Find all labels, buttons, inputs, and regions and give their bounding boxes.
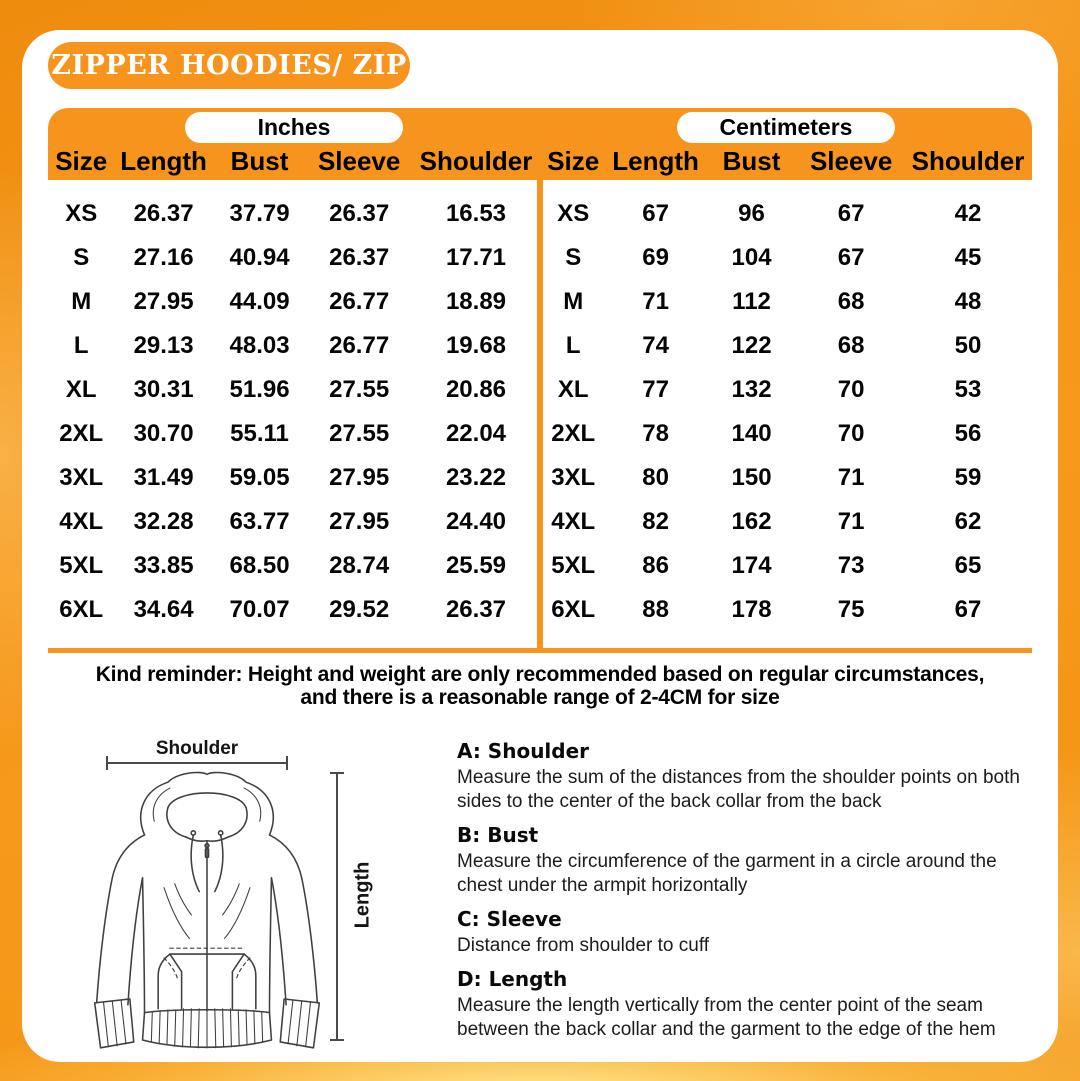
kind-reminder	[22, 663, 1058, 709]
table-cell: 132	[731, 376, 772, 403]
table-cell: 75	[837, 596, 865, 623]
table-cell: 68	[837, 288, 865, 315]
table-cell: 53	[954, 376, 982, 403]
table-cell: 140	[731, 420, 772, 447]
table-cell: 24.40	[445, 508, 507, 535]
table-row	[48, 236, 540, 280]
table-cell: 68	[837, 332, 865, 359]
table-cell: 71	[642, 288, 669, 315]
table-cell: 2XL	[551, 420, 596, 447]
table-cell: 33.85	[133, 552, 194, 579]
size-chart-card	[22, 30, 1058, 1062]
table-cell: 71	[837, 464, 865, 491]
inches-column-headers	[48, 142, 540, 180]
inches-table-body	[48, 180, 540, 632]
table-row	[48, 368, 540, 412]
table-cell: 6XL	[59, 596, 104, 623]
table-cell: 178	[731, 596, 772, 623]
table-cell: 26.37	[329, 244, 390, 271]
table-cell: 80	[642, 464, 669, 491]
guide-body: Measure the length vertically from the center point of the seam between the back collar and the garment to the edge of the hem	[457, 995, 996, 1040]
table-cell: 27.55	[329, 420, 390, 447]
table-row	[540, 412, 1032, 456]
table-cell: 17.71	[445, 244, 507, 271]
column-header-sleeve: Sleeve	[317, 145, 401, 176]
table-cell: 26.77	[329, 332, 390, 359]
table-cell: 51.96	[229, 376, 290, 403]
centimeters-table	[540, 108, 1032, 648]
table-cell: 67	[837, 200, 865, 227]
table-row	[540, 280, 1032, 324]
table-cell: 4XL	[551, 508, 596, 535]
column-header-size: Size	[55, 145, 108, 176]
table-cell: 63.77	[229, 508, 290, 535]
table-row	[540, 368, 1032, 412]
guide-heading: B: Bust	[457, 823, 539, 847]
table-row	[48, 500, 540, 544]
table-cell: 71	[837, 508, 865, 535]
table-row	[48, 456, 540, 500]
guide-item-length	[457, 966, 1032, 1042]
table-cell: M	[563, 288, 584, 315]
hoodie-line-drawing	[82, 768, 332, 1062]
table-cell: 82	[642, 508, 669, 535]
table-cell: 3XL	[59, 464, 104, 491]
table-cell: 23.22	[445, 464, 507, 491]
table-cell: 67	[954, 596, 982, 623]
table-cell: 27.95	[329, 508, 390, 535]
length-measure-line	[330, 772, 344, 1041]
guide-body: Distance from shoulder to cuff	[457, 935, 710, 956]
table-cell: 88	[642, 596, 669, 623]
table-cell: 31.49	[133, 464, 194, 491]
table-cell: XS	[557, 200, 590, 227]
table-cell: 174	[731, 552, 772, 579]
table-cell: 32.28	[133, 508, 194, 535]
table-cell: L	[565, 332, 581, 359]
table-cell: 59.05	[229, 464, 290, 491]
table-row	[48, 544, 540, 588]
centimeters-table-body	[540, 180, 1032, 632]
table-cell: 26.37	[133, 200, 194, 227]
table-row	[48, 588, 540, 632]
table-row	[540, 544, 1032, 588]
table-cell: 5XL	[59, 552, 104, 579]
table-cell: 19.68	[445, 332, 507, 359]
guide-heading: A: Shoulder	[457, 739, 590, 763]
table-cell: 3XL	[551, 464, 596, 491]
kind-reminder-line2: and there is a reasonable range of 2-4CM for size	[300, 686, 780, 709]
table-cell: 18.89	[445, 288, 507, 315]
table-cell: 70.07	[229, 596, 290, 623]
table-cell: 74	[642, 332, 669, 359]
table-cell: 96	[738, 200, 765, 227]
column-header-length: Length	[120, 145, 207, 176]
column-header-shoulder: Shoulder	[911, 145, 1025, 176]
centimeters-column-headers	[540, 142, 1032, 180]
table-cell: 34.64	[133, 596, 194, 623]
table-row	[540, 236, 1032, 280]
table-cell: 56	[954, 420, 982, 447]
size-chart	[48, 108, 1032, 648]
column-header-sleeve: Sleeve	[809, 145, 893, 176]
guide-heading: D: Length	[457, 967, 568, 991]
hoodie-measurement-diagram	[82, 730, 422, 1052]
column-header-bust: Bust	[230, 145, 289, 176]
table-cell: 48.03	[229, 332, 290, 359]
table-cell: 45	[954, 244, 982, 271]
table-cell: 65	[954, 552, 982, 579]
table-cell: L	[73, 332, 89, 359]
table-cell: 40.94	[229, 244, 290, 271]
column-header-size: Size	[547, 145, 600, 176]
table-cell: 29.52	[329, 596, 390, 623]
table-cell: 77	[642, 376, 669, 403]
table-cell: 4XL	[59, 508, 104, 535]
table-cell: 28.74	[329, 552, 390, 579]
shoulder-measure-label: Shoulder	[155, 738, 239, 759]
table-cell: 6XL	[551, 596, 596, 623]
centimeters-unit-pill: Centimeters	[677, 112, 895, 143]
table-cell: 78	[642, 420, 669, 447]
table-cell: S	[73, 244, 90, 271]
table-cell: 86	[642, 552, 669, 579]
page-title: ZIPPER HOODIES/ ZIP	[51, 50, 407, 81]
table-vertical-divider	[537, 180, 543, 648]
column-header-length: Length	[612, 145, 699, 176]
inches-table	[48, 108, 540, 648]
table-row	[540, 192, 1032, 236]
table-cell: 27.55	[329, 376, 390, 403]
table-row	[540, 588, 1032, 632]
table-cell: M	[71, 288, 92, 315]
table-cell: 122	[731, 332, 772, 359]
table-cell: 30.70	[133, 420, 194, 447]
measuring-guide	[457, 730, 1032, 1042]
title-badge	[48, 42, 410, 89]
table-cell: 55.11	[230, 420, 289, 447]
table-cell: 2XL	[59, 420, 104, 447]
inches-unit-pill: Inches	[185, 112, 403, 143]
table-cell: 27.95	[133, 288, 194, 315]
guide-body: Measure the sum of the distances from the shoulder points on both sides to the center of the back collar from the back	[457, 767, 1020, 812]
table-cell: 50	[954, 332, 982, 359]
table-cell: 26.37	[445, 596, 507, 623]
length-measure-label: Length	[351, 861, 374, 929]
table-cell: 22.04	[445, 420, 507, 447]
table-cell: 67	[642, 200, 669, 227]
table-row	[48, 192, 540, 236]
table-cell: 44.09	[229, 288, 290, 315]
table-row	[540, 324, 1032, 368]
guide-item-bust	[457, 822, 1032, 898]
table-cell: XS	[65, 200, 98, 227]
table-cell: 70	[837, 420, 865, 447]
table-cell: XL	[557, 376, 589, 403]
table-cell: 37.79	[229, 200, 290, 227]
table-row	[48, 324, 540, 368]
guide-heading: C: Sleeve	[457, 907, 562, 931]
table-row	[48, 280, 540, 324]
table-cell: 112	[732, 288, 771, 315]
guide-item-shoulder	[457, 738, 1032, 814]
table-row	[48, 412, 540, 456]
table-cell: 42	[954, 200, 982, 227]
guide-item-sleeve	[457, 906, 1032, 958]
table-cell: XL	[65, 376, 97, 403]
column-header-bust: Bust	[722, 145, 781, 176]
table-cell: 62	[954, 508, 982, 535]
table-cell: 29.13	[133, 332, 194, 359]
table-cell: 68.50	[229, 552, 290, 579]
table-cell: 27.16	[133, 244, 194, 271]
table-cell: 27.95	[329, 464, 390, 491]
horizontal-divider	[48, 648, 1032, 653]
table-cell: 25.59	[445, 552, 507, 579]
table-cell: S	[565, 244, 582, 271]
table-row	[540, 456, 1032, 500]
table-cell: 73	[837, 552, 865, 579]
table-cell: 26.77	[329, 288, 390, 315]
kind-reminder-line1: Kind reminder: Height and weight are only recommended based on regular circumstances,	[95, 663, 985, 686]
table-cell: 26.37	[329, 200, 390, 227]
guide-body: Measure the circumference of the garment in a circle around the chest under the armpit horizontally	[457, 851, 997, 896]
table-cell: 16.53	[445, 200, 507, 227]
table-cell: 20.86	[445, 376, 507, 403]
table-cell: 5XL	[551, 552, 596, 579]
table-cell: 162	[731, 508, 772, 535]
table-cell: 30.31	[133, 376, 194, 403]
column-header-shoulder: Shoulder	[419, 145, 533, 176]
table-cell: 104	[731, 244, 772, 271]
table-row	[540, 500, 1032, 544]
table-cell: 48	[954, 288, 982, 315]
table-cell: 67	[837, 244, 865, 271]
table-cell: 69	[642, 244, 669, 271]
table-cell: 59	[954, 464, 982, 491]
table-cell: 150	[731, 464, 772, 491]
table-cell: 70	[837, 376, 865, 403]
